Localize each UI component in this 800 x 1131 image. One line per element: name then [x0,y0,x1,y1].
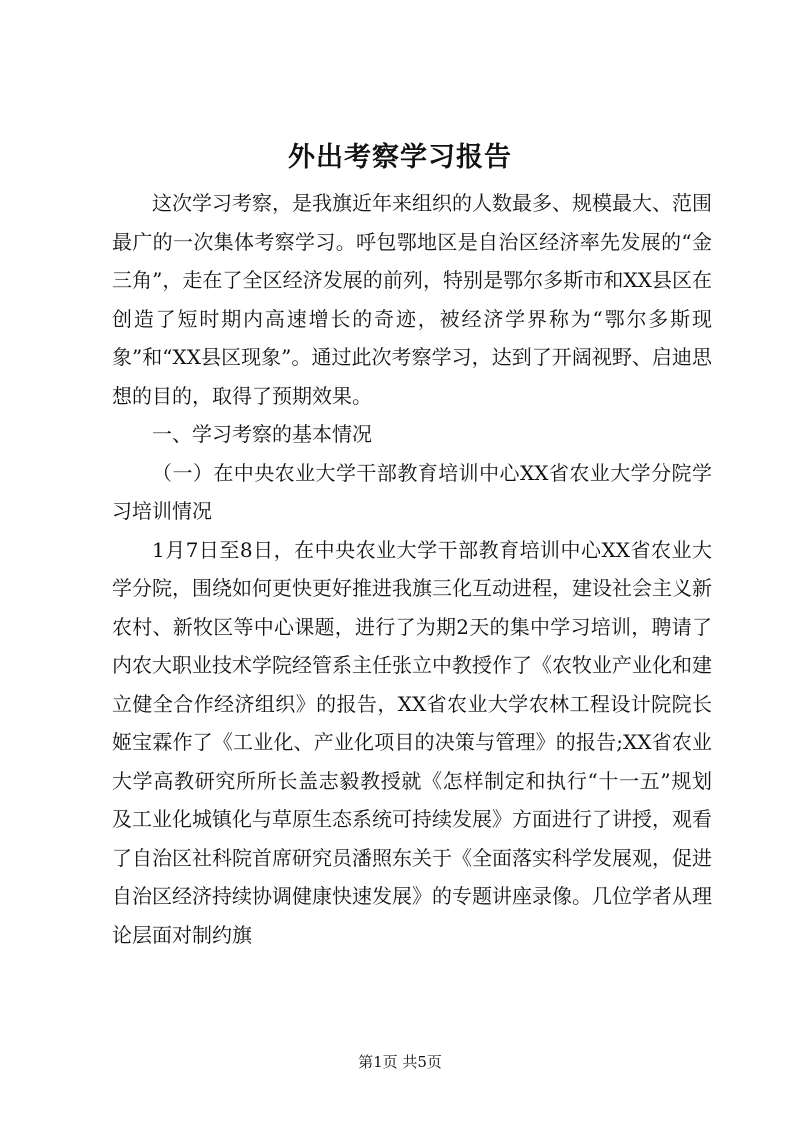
section-heading: 一、学习考察的基本情况 [152,422,372,446]
paragraph-training: 1月7日至8日，在中央农业大学干部教育培训中心XX省农业大学分院，围绕如何更快更好推进我旗三化互动进程，建设社会主义新农村、新牧区等中心课题，进行了为期2天的集中学习培训，聘请了内农大职业技术学院经管系主任张立中教授作了《农牧业产业化和建立健全合作经济组织》的报告，XX省农业大学农林工程设计院院长姬宝霖作了《工业化、产业化项目的决策与管理》的报告;XX省农业大学高教研究所所长盖志毅教授就《怎样制定和执行“十一五”规划及工业化城镇化与草原生态系统可持续发展》方面进行了讲授，观看了自治区社科院首席研究员潘照东关于《全面落实科学发展观，促进自治区经济持续协调健康快速发展》的专题讲座录像。几位学者从理论层面对制约旗 [112,537,712,947]
page-number-footer: 第1页 共5页 [358,1053,442,1071]
document-body [112,184,712,954]
subsection-heading: （一）在中央农业大学干部教育培训中心XX省农业大学分院学习培训情况 [112,460,712,523]
paragraph-intro: 这次学习考察，是我旗近年来组织的人数最多、规模最大、范围最广的一次集体考察学习。呼包鄂地区是自治区经济率先发展的“金三角”，走在了全区经济发展的前列，特别是鄂尔多斯市和XX县区在创造了短时期内高速增长的奇迹，被经济学界称为“鄂尔多斯现象”和“XX县区现象”。通过此次考察学习，达到了开阔视野、启迪思想的目的，取得了预期效果。 [112,191,712,408]
document-title: 外出考察学习报告 [288,142,512,173]
